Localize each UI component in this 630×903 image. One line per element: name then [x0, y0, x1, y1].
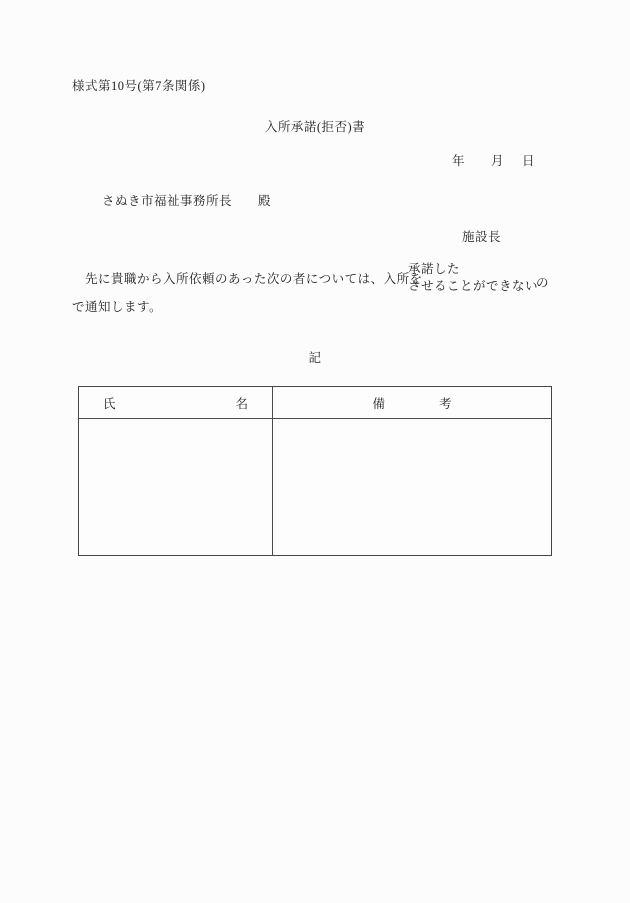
body-option-stack	[408, 261, 538, 295]
body-line2: で通知します。	[72, 300, 163, 314]
body-line1: 先に貴職から入所依頼のあった次の者については、入所を	[72, 272, 423, 286]
document-title: 入所承諾(拒否)書	[264, 120, 366, 134]
addressee-honorific: 殿	[258, 194, 272, 208]
record-marker: 記	[308, 351, 322, 365]
header-name-left-char: 氏	[103, 396, 116, 411]
option-reject: させることができない	[408, 279, 539, 293]
date-month-label: 月	[491, 154, 505, 168]
option-accept: 承諾した	[408, 262, 461, 276]
table-header-row	[79, 387, 551, 419]
addressee-line	[102, 194, 271, 209]
addressee-name: さぬき市福祉事務所長	[102, 194, 233, 208]
date-year-label: 年	[452, 154, 466, 168]
header-remarks-right-char: 考	[439, 396, 452, 411]
body-particle: の	[536, 276, 550, 290]
header-name-right-char: 名	[235, 396, 248, 411]
record-table	[78, 386, 552, 556]
date-line	[452, 154, 535, 169]
form-number: 様式第10号(第7条関係)	[72, 79, 206, 93]
table-header-remarks	[273, 387, 551, 418]
table-cell-name	[79, 419, 273, 555]
header-remarks-left-char: 備	[372, 396, 385, 411]
date-day-label: 日	[522, 154, 536, 168]
table-cell-remarks	[273, 419, 551, 555]
table-header-name	[79, 387, 273, 418]
sender-title: 施設長	[462, 230, 502, 244]
table-row	[79, 419, 551, 555]
